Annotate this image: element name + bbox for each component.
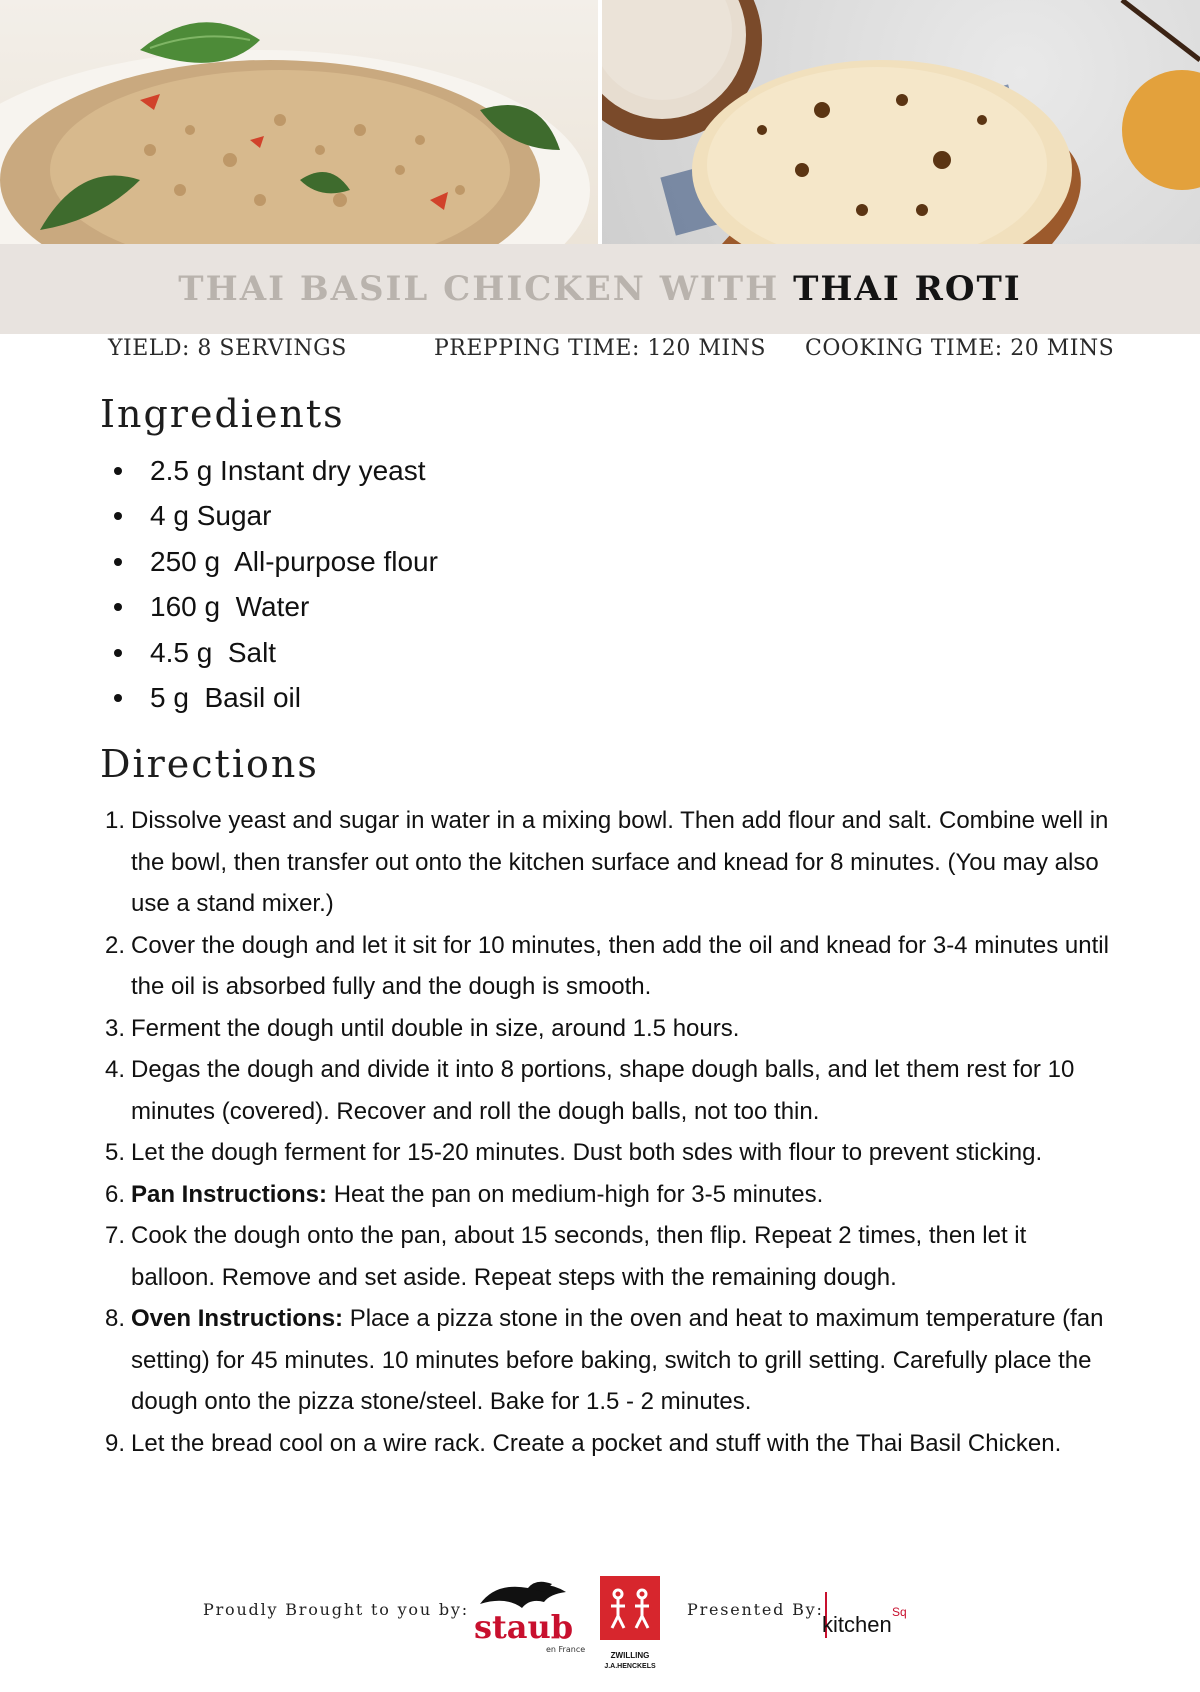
bullet-icon	[114, 694, 122, 702]
ingredient-text: 5 g Basil oil	[150, 682, 301, 714]
presenter-caption: Presented By:	[687, 1600, 824, 1619]
step-number: 7.	[105, 1222, 126, 1249]
bullet-icon	[114, 558, 122, 566]
footer	[0, 1578, 1200, 1692]
step-text: Ferment the dough until double in size, around 1.5 hours.	[131, 1014, 740, 1042]
staub-wordmark: staub	[474, 1608, 574, 1646]
ingredient-text: 4 g Sugar	[150, 500, 272, 532]
step-text: Let the dough ferment for 15-20 minutes. Dust both sdes with flour to prevent sticking.	[131, 1139, 1043, 1166]
ingredient-item	[106, 539, 706, 584]
direction-step	[100, 800, 1110, 925]
directions-heading: Directions	[100, 742, 319, 786]
bullet-icon	[114, 512, 122, 520]
step-text: Heat the pan on medium-high for 3-5 minutes.	[327, 1180, 824, 1208]
step-text: Let the bread cool on a wire rack. Create a pocket and stuff with the Thai Basil Chicken.	[131, 1429, 1062, 1457]
step-text: Place a pizza stone in the oven and heat to maximum temperature (fan setting) for 45 minutes. 10 minutes before baking, switch to grill setting. Carefully place the dough onto the pizza stone/steel. Bake for 1.5 - 2 minutes.	[131, 1305, 1104, 1415]
ingredient-item	[106, 584, 706, 629]
ingredients-heading: Ingredients	[100, 392, 345, 436]
staub-logo-icon	[466, 1578, 586, 1658]
ingredient-item	[106, 448, 706, 493]
direction-step	[100, 1049, 1110, 1132]
kitchen-sq-mark: Sq	[892, 1605, 907, 1619]
ingredient-item	[106, 630, 706, 675]
step-text: Degas the dough and divide it into 8 portions, shape dough balls, and let them rest for 10 minutes (covered). Recover and roll the dough balls, not too thin.	[131, 1056, 1075, 1125]
prep-time-text: PREPPING TIME: 120 MINS	[434, 336, 766, 361]
direction-step	[100, 1008, 1110, 1050]
ingredients-list	[106, 448, 706, 720]
direction-step	[100, 1298, 1110, 1423]
direction-step	[100, 1423, 1110, 1465]
ingredient-text: 250 g All-purpose flour	[150, 545, 438, 577]
recipe-title	[178, 269, 1021, 309]
direction-step	[100, 1215, 1110, 1298]
yield-text: YIELD: 8 SERVINGS	[108, 336, 347, 361]
step-bold-label: Oven Instructions:	[131, 1305, 344, 1332]
bullet-icon	[114, 603, 122, 611]
direction-step	[100, 925, 1110, 1008]
sponsor-caption: Proudly Brought to you by:	[203, 1600, 469, 1619]
step-bold-label: Pan Instructions:	[131, 1180, 328, 1208]
thai-basil-chicken-photo	[0, 0, 598, 244]
step-number: 4.	[105, 1056, 126, 1083]
ingredient-item	[106, 675, 706, 720]
step-text: Cook the dough onto the pan, about 15 seconds, then flip. Repeat 2 times, then let it balloon. Remove and set aside. Repeat steps with the remaining dough.	[131, 1222, 1027, 1291]
step-number: 9.	[105, 1429, 126, 1457]
step-number: 8.	[105, 1305, 126, 1332]
recipe-meta	[0, 336, 1200, 366]
step-text: Dissolve yeast and sugar in water in a mixing bowl. Then add flour and salt. Combine well in the bowl, then transfer out onto the kitchen surface and knead for 8 minutes. (You may also use a stand mixer.)	[131, 807, 1109, 917]
step-number: 3.	[105, 1014, 126, 1042]
step-text: Cover the dough and let it sit for 10 minutes, then add the oil and knead for 3-4 minutes until the oil is absorbed fully and the dough is smooth.	[131, 931, 1109, 1000]
header-photos	[0, 0, 1200, 244]
ingredient-text: 160 g Water	[150, 591, 310, 623]
title-band	[0, 244, 1200, 334]
staub-subtitle: en France	[546, 1645, 586, 1654]
direction-step	[100, 1132, 1110, 1174]
thai-roti-photo	[602, 0, 1200, 244]
direction-step	[100, 1174, 1110, 1216]
ingredient-text: 4.5 g Salt	[150, 636, 277, 668]
kitchen-wordmark: kitchen	[822, 1612, 892, 1637]
cook-time-text: COOKING TIME: 20 MINS	[805, 336, 1115, 361]
ingredient-item	[106, 493, 706, 538]
bullet-icon	[114, 467, 122, 475]
henckels-wordmark: J.A.HENCKELS	[604, 1663, 656, 1670]
step-number: 5.	[105, 1139, 126, 1166]
step-number: 1.	[105, 807, 126, 834]
title-prefix: THAI BASIL CHICKEN WITH	[178, 269, 780, 309]
title-suffix: THAI ROTI	[793, 269, 1022, 309]
zwilling-logo-icon	[598, 1572, 668, 1682]
step-number: 2.	[105, 931, 126, 959]
step-number: 6.	[105, 1180, 126, 1208]
kitchen-sq-logo-icon	[818, 1588, 918, 1648]
bullet-icon	[114, 649, 122, 657]
zwilling-wordmark: ZWILLING	[610, 1651, 650, 1660]
ingredient-text: 2.5 g Instant dry yeast	[150, 455, 426, 486]
directions-list	[100, 800, 1110, 1464]
